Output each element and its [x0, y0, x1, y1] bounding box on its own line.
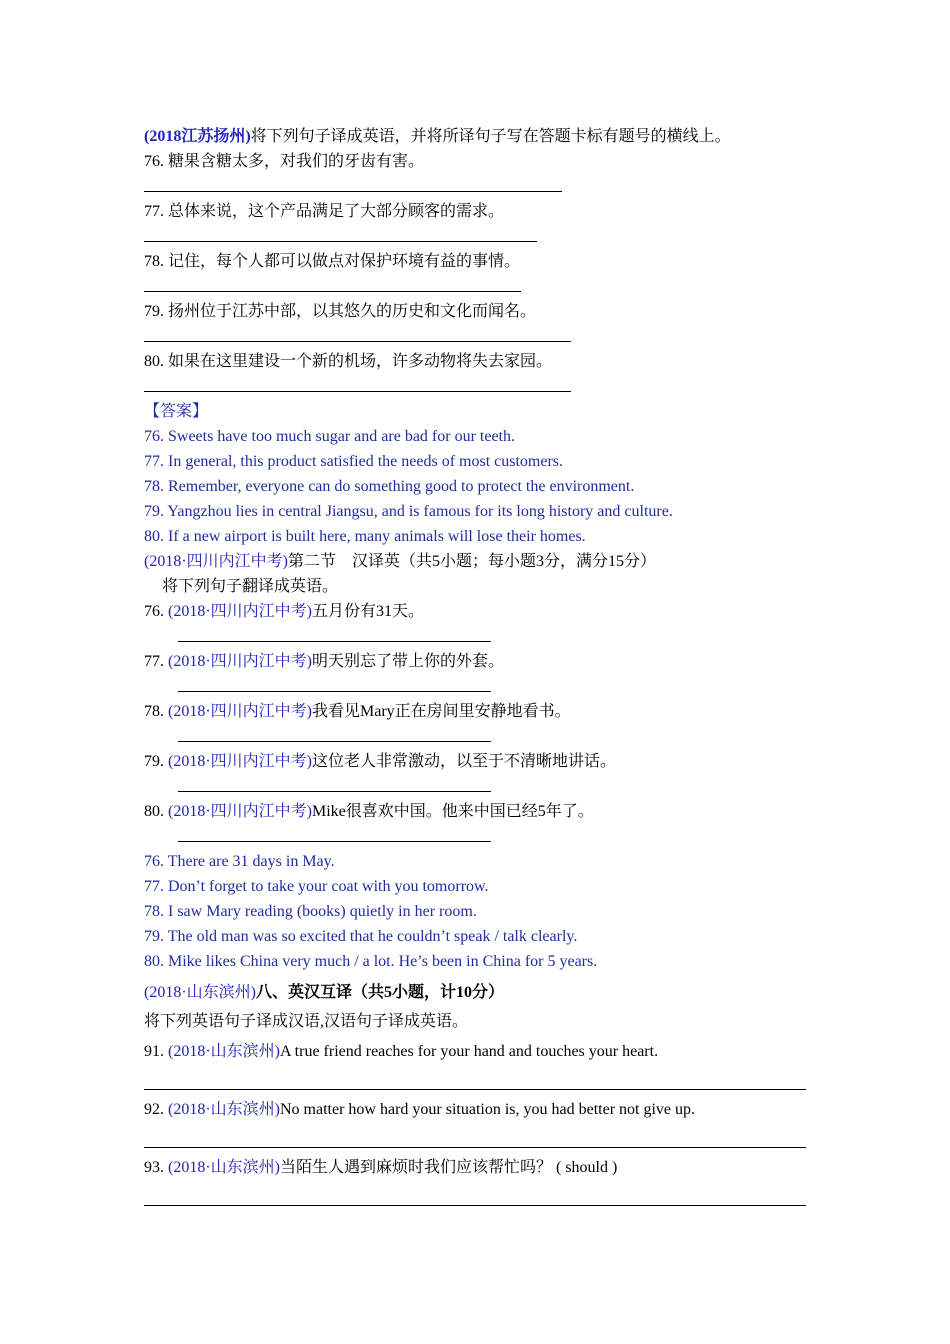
section3-header: [144, 980, 824, 1005]
answer-blank[interactable]: [144, 224, 824, 249]
section3-source: (2018·山东滨州): [144, 984, 256, 1001]
s3-question-93: 93. (2018·山东滨州)当陌生人遇到麻烦时我们应该帮忙吗？ ( should ): [144, 1159, 618, 1176]
s2-question-76: 76. (2018·四川内江中考)五月份有31天。: [144, 603, 425, 620]
s2-answer-77: 77. Don’t forget to take your coat with you tomorrow.: [144, 878, 489, 895]
answer-blank[interactable]: [144, 374, 824, 399]
s1-question-80: 80. 如果在这里建设一个新的机场，许多动物将失去家园。: [144, 353, 553, 370]
answer-blank[interactable]: [144, 1180, 824, 1213]
s2-question-80: 80. (2018·四川内江中考)Mike很喜欢中国。他来中国已经5年了。: [144, 803, 594, 820]
s2-question-78: 78. (2018·四川内江中考)我看见Mary正在房间里安静地看书。: [144, 703, 571, 720]
section1-instruction: 将下列句子译成英语，并将所译句子写在答题卡标有题号的横线上。: [250, 128, 731, 145]
answer-blank[interactable]: [144, 774, 824, 799]
answer-blank[interactable]: [144, 1122, 824, 1155]
s1-answer-80: 80. If a new airport is built here, many animals will lose their homes.: [144, 528, 586, 545]
answer-blank[interactable]: [144, 1064, 824, 1097]
s1-answer-79: 79. Yangzhou lies in central Jiangsu, and is famous for its long history and culture.: [144, 503, 673, 520]
s1-question-77: 77. 总体来说，这个产品满足了大部分顾客的需求。: [144, 203, 505, 220]
s2-answer-79: 79. The old man was so excited that he couldn’t speak / talk clearly.: [144, 928, 578, 945]
answer-heading: 【答案】: [144, 403, 209, 420]
section3-instruction: 将下列英语句子译成汉语,汉语句子译成英语。: [144, 1013, 469, 1030]
s1-question-76: 76. 糖果含糖太多，对我们的牙齿有害。: [144, 153, 425, 170]
section2-header: [144, 549, 824, 574]
s1-answer-76: 76. Sweets have too much sugar and are bad for our teeth.: [144, 428, 515, 445]
s1-answer-77: 77. In general, this product satisfied the needs of most customers.: [144, 453, 564, 470]
s1-answer-78: 78. Remember, everyone can do something good to protect the environment.: [144, 478, 635, 495]
s1-question-78: 78. 记住，每个人都可以做点对保护环境有益的事情。: [144, 253, 521, 270]
answer-blank[interactable]: [144, 324, 824, 349]
s1-question-79: 79. 扬州位于江苏中部，以其悠久的历史和文化而闻名。: [144, 303, 537, 320]
s3-question-91: 91. (2018·山东滨州)A true friend reaches for your hand and touches your heart.: [144, 1043, 659, 1060]
section2-instruction: 将下列句子翻译成英语。: [162, 578, 339, 595]
s2-question-79: 79. (2018·四川内江中考)这位老人非常激动，以至于不清晰地讲话。: [144, 753, 617, 770]
section2-heading: 第二节 汉译英（共5小题；每小题3分，满分15分）: [288, 553, 657, 570]
section2-source: (2018·四川内江中考): [144, 553, 288, 570]
answer-blank[interactable]: [144, 824, 824, 849]
worksheet-page: [144, 124, 824, 1213]
answer-blank[interactable]: [144, 274, 824, 299]
section3-heading: 八、英汉互译（共5小题，计10分）: [256, 984, 505, 1001]
s2-answer-76: 76. There are 31 days in May.: [144, 853, 335, 870]
answer-blank[interactable]: [144, 174, 824, 199]
s2-question-77: 77. (2018·四川内江中考)明天别忘了带上你的外套。: [144, 653, 505, 670]
answer-blank[interactable]: [144, 674, 824, 699]
s2-answer-78: 78. I saw Mary reading (books) quietly in her room.: [144, 903, 477, 920]
section1-header: [144, 124, 824, 149]
section1-source: (2018江苏扬州): [144, 128, 251, 145]
s2-answer-80: 80. Mike likes China very much / a lot. He’s been in China for 5 years.: [144, 953, 598, 970]
s3-question-92: 92. (2018·山东滨州)No matter how hard your situation is, you had better not give up.: [144, 1101, 696, 1118]
answer-blank[interactable]: [144, 624, 824, 649]
answer-blank[interactable]: [144, 724, 824, 749]
